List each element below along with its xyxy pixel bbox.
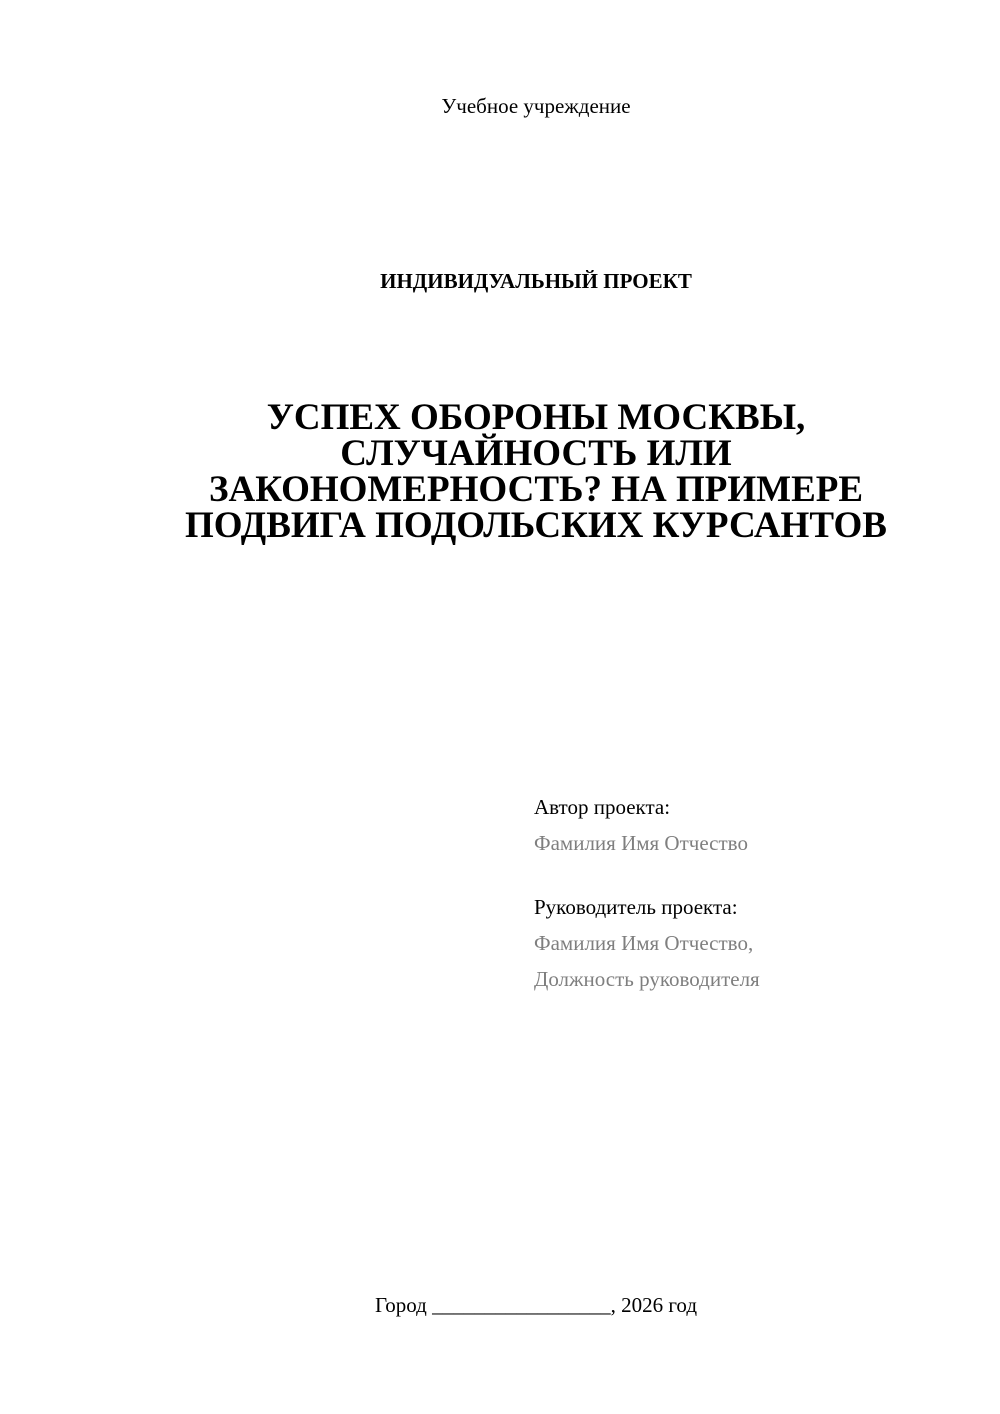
supervisor-label: Руководитель проекта:	[534, 895, 738, 919]
authors-spacer	[534, 861, 974, 889]
supervisor-position-placeholder: Должность руководителя	[534, 967, 760, 991]
institution-name: Учебное учреждение	[441, 94, 631, 118]
project-title-line: ЗАКОНОМЕРНОСТЬ? НА ПРИМЕРЕ	[208, 469, 864, 510]
project-title	[120, 397, 952, 546]
authors-block	[534, 789, 974, 997]
city-year-line: Город _________________, 2026 год	[374, 1293, 698, 1317]
project-title-line: ПОДВИГА ПОДОЛЬСКИХ КУРСАНТОВ	[185, 505, 887, 546]
project-type-heading: ИНДИВИДУАЛЬНЫЙ ПРОЕКТ	[380, 269, 692, 293]
project-title-line: СЛУЧАЙНОСТЬ ИЛИ	[340, 433, 732, 474]
project-title-line: УСПЕХ ОБОРОНЫ МОСКВЫ,	[266, 397, 806, 438]
author-name-placeholder: Фамилия Имя Отчество	[534, 831, 748, 855]
supervisor-name-placeholder: Фамилия Имя Отчество,	[534, 931, 754, 955]
author-label: Автор проекта:	[534, 795, 671, 819]
